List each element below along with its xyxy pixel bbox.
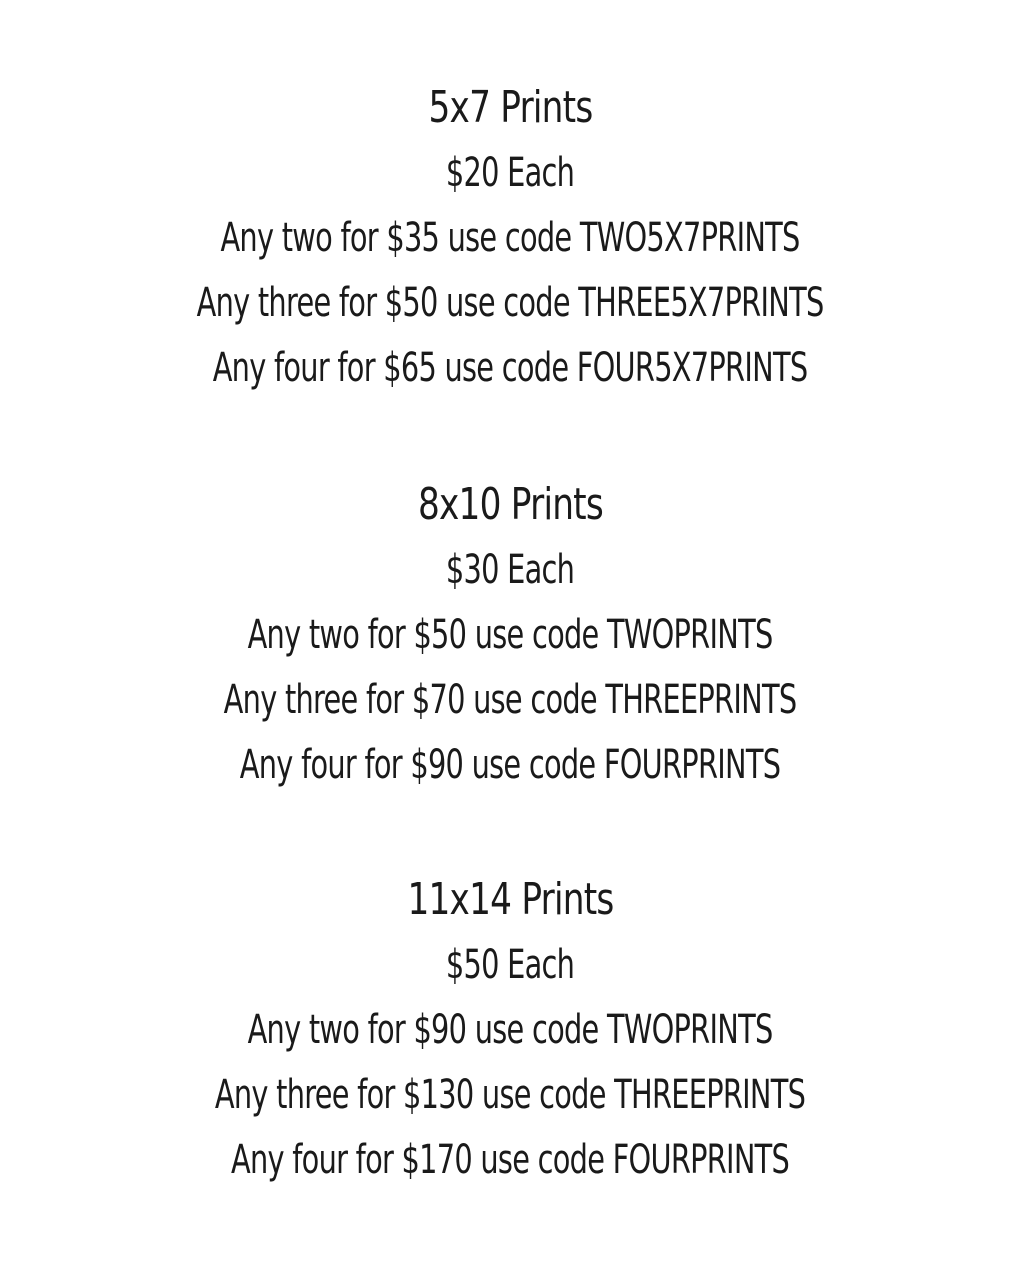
price-each: $20 Each — [445, 150, 575, 196]
price-each: $30 Each — [445, 547, 575, 593]
deal-three: Any three for $50 use code THREE5X7PRINTS — [196, 280, 824, 326]
deal-two: Any two for $50 use code TWOPRINTS — [247, 612, 773, 658]
section-title: 8x10 Prints — [417, 479, 603, 530]
deal-two: Any two for $35 use code TWO5X7PRINTS — [220, 215, 800, 261]
deal-three: Any three for $70 use code THREEPRINTS — [223, 677, 797, 723]
section-title: 11x14 Prints — [407, 874, 614, 925]
section-11x14-prints — [0, 867, 1024, 1193]
deal-three: Any three for $130 use code THREEPRINTS — [214, 1072, 806, 1118]
section-5x7-prints — [0, 75, 1024, 401]
deal-four: Any four for $170 use code FOURPRINTS — [230, 1137, 790, 1183]
section-title: 5x7 Prints — [428, 82, 593, 133]
section-8x10-prints — [0, 472, 1024, 798]
deal-four: Any four for $65 use code FOUR5X7PRINTS — [212, 345, 808, 391]
price-each: $50 Each — [445, 942, 575, 988]
deal-four: Any four for $90 use code FOURPRINTS — [239, 742, 781, 788]
deal-two: Any two for $90 use code TWOPRINTS — [247, 1007, 773, 1053]
